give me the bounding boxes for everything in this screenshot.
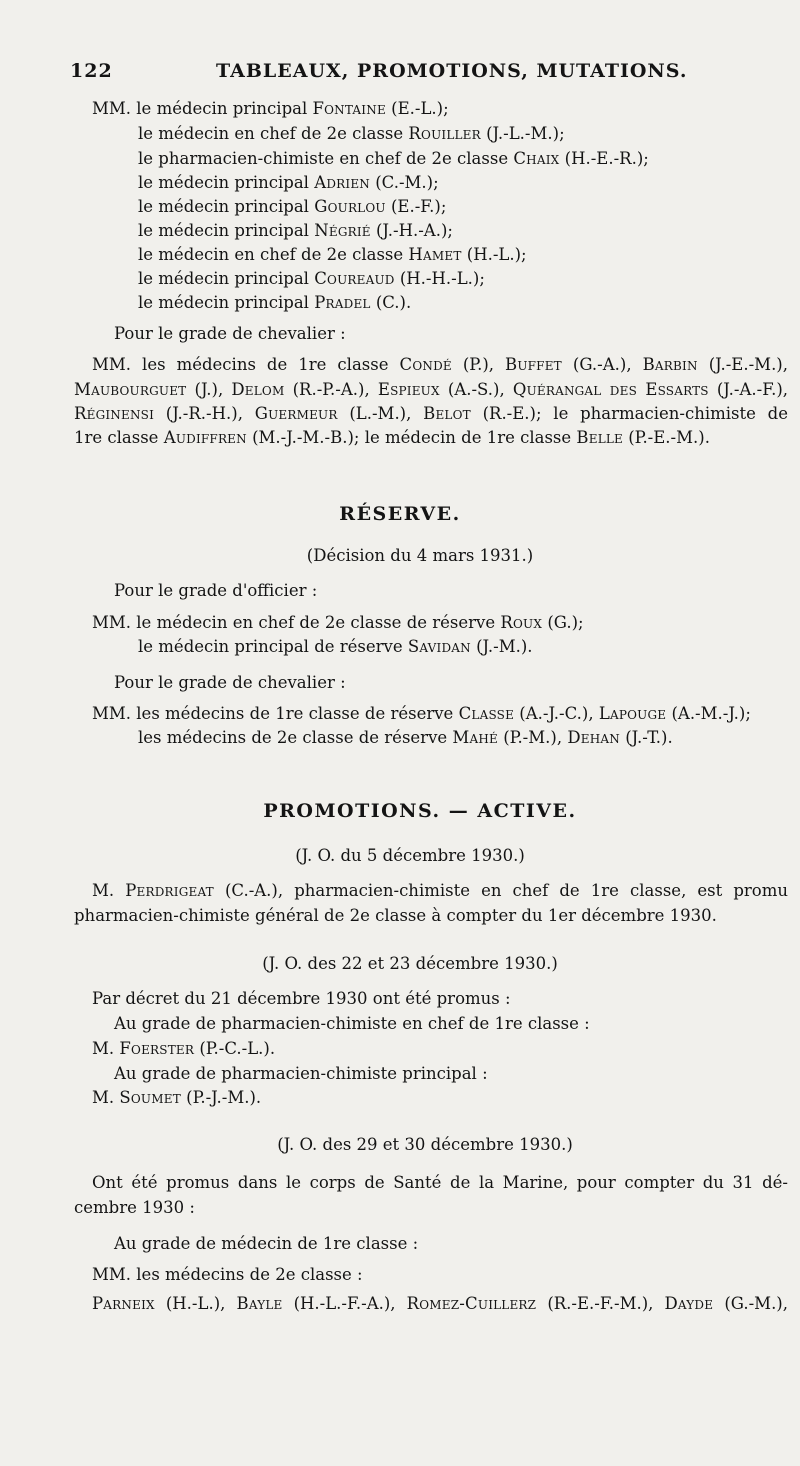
- promotion-line: pharmacien-chimiste général de 2e classe à compter du 1er décembre 1930.: [74, 906, 717, 925]
- grade-heading: Pour le grade d'officier :: [114, 581, 318, 600]
- jo-date: (J. O. des 22 et 23 décembre 1930.): [262, 954, 558, 973]
- decree-line: Par décret du 21 décembre 1930 ont été promus :: [92, 989, 511, 1008]
- officer-line: le médecin en chef de 2e classe Rouiller (J.-L.-M.);: [138, 124, 565, 143]
- grade-heading: Au grade de pharmacien-chimiste en chef de 1re classe :: [114, 1014, 590, 1033]
- officer-line: le médecin principal Pradel (C.).: [138, 293, 412, 312]
- officer-line: le médecin principal de réserve Savidan (J.-M.).: [138, 637, 533, 656]
- officer-line: le médecin principal Adrien (C.-M.);: [138, 173, 439, 192]
- section-title-promotions: PROMOTIONS. — ACTIVE.: [263, 800, 577, 822]
- officer-line: le pharmacien-chimiste en chef de 2e classe Chaix (H.-E.-R.);: [138, 149, 649, 168]
- chevalier-line: MM. les médecins de 1re classe Condé (P.), Buffet (G.-A.), Barbin (J.-E.-M.),: [92, 355, 788, 374]
- officer-line: M. Soumet (P.-J.-M.).: [92, 1088, 262, 1107]
- chevalier-line: MM. les médecins de 1re classe de réserve Classe (A.-J.-C.), Lapouge (A.-M.-J.);: [92, 704, 751, 723]
- promotion-line: M. Perdrigeat (C.-A.), pharmacien-chimiste en chef de 1re classe, est promu: [92, 881, 788, 900]
- promoted-names-line: Parneix (H.-L.), Bayle (H.-L.-F.-A.), Romez-Cuillerz (R.-E.-F.-M.), Dayde (G.-M.),: [92, 1294, 788, 1313]
- officer-line: MM. le médecin principal Fontaine (E.-L.);: [92, 99, 449, 118]
- officer-line: M. Foerster (P.-C.-L.).: [92, 1039, 276, 1058]
- officer-line: le médecin principal Gourlou (E.-F.);: [138, 197, 447, 216]
- grade-heading: Au grade de médecin de 1re classe :: [114, 1234, 419, 1253]
- officer-line: MM. le médecin en chef de 2e classe de réserve Roux (G.);: [92, 613, 584, 632]
- section-title-reserve: RÉSERVE.: [339, 503, 461, 525]
- officer-line: le médecin principal Négrié (J.-H.-A.);: [138, 221, 453, 240]
- chevalier-line: les médecins de 2e classe de réserve Mahé (P.-M.), Dehan (J.-T.).: [138, 728, 673, 747]
- chevalier-line: 1re classe Audiffren (M.-J.-M.-B.); le médecin de 1re classe Belle (P.-E.-M.).: [74, 428, 710, 447]
- running-title: TABLEAUX, PROMOTIONS, MUTATIONS.: [216, 60, 688, 82]
- page-number: 122: [70, 60, 113, 82]
- jo-date: (J. O. des 29 et 30 décembre 1930.): [277, 1135, 573, 1154]
- jo-date: (J. O. du 5 décembre 1930.): [295, 846, 525, 865]
- officer-line: le médecin en chef de 2e classe Hamet (H.-L.);: [138, 245, 527, 264]
- officer-line: le médecin principal Coureaud (H.-H.-L.);: [138, 269, 485, 288]
- chevalier-line: Réginensi (J.-R.-H.), Guermeur (L.-M.), Belot (R.-E.); le pharmacien-chimiste de: [74, 404, 788, 423]
- promotion-line: Ont été promus dans le corps de Santé de la Marine, pour compter du 31 dé-: [92, 1173, 788, 1192]
- grade-heading: Pour le grade de chevalier :: [114, 324, 346, 343]
- promotion-line: MM. les médecins de 2e classe :: [92, 1265, 363, 1284]
- grade-heading: Au grade de pharmacien-chimiste principal :: [114, 1064, 488, 1083]
- promotion-line: cembre 1930 :: [74, 1198, 195, 1217]
- grade-heading: Pour le grade de chevalier :: [114, 673, 346, 692]
- decision-date: (Décision du 4 mars 1931.): [306, 546, 534, 565]
- chevalier-line: Maubourguet (J.), Delom (R.-P.-A.), Espieux (A.-S.), Quérangal des Essarts (J.-A.-F.),: [74, 380, 789, 399]
